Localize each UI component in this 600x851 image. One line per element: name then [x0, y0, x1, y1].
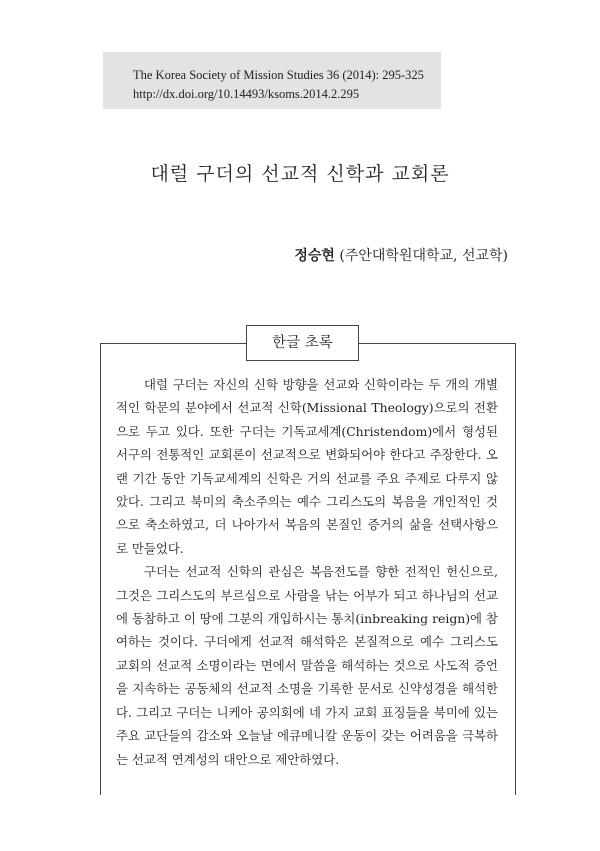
- abstract-body: [116, 373, 498, 771]
- abstract-label: 한글 초록: [246, 325, 359, 361]
- abstract-paragraph-1: 대럴 구더는 자신의 신학 방향을 선교와 신학이라는 두 개의 개별적인 학문의 분야에서 선교적 신학(Missional Theology)으로의 전환으로 두고 있다. 또한 구더는 기독교세계(Christendom)에서 형성된 서구의 전통적인 교회론이 선교적으로 변화되어야 한다고 주장한다. 오랜 기간 동안 기독교세계의 신학은 거의 선교를 주요 주제로 다루지 않았다. 그리고 북미의 축소주의는 예수 그리스도의 복음을 개인적인 것으로 축소하였고, 더 나아가서 복음의 본질인 증거의 삶을 선택사항으로 만들었다.: [116, 377, 498, 556]
- author-affiliation: (주안대학원대학교, 선교학): [339, 248, 508, 264]
- journal-header-box: [103, 52, 441, 109]
- journal-citation: The Korea Society of Mission Studies 36 (2014): 295-325: [133, 68, 424, 82]
- abstract-paragraph-2: 구더는 선교적 신학의 관심은 복음전도를 향한 전적인 헌신으로, 그것은 그리스도의 부르심으로 사람을 낚는 어부가 되고 하나님의 선교에 동참하고 이 땅에 그분의 개입하시는 통치(inbreaking reign)에 참여하는 것이다. 구더에게 선교적 해석학은 본질적으로 예수 그리스도 교회의 선교적 소명이라는 면에서 말씀을 해석하는 것으로 사도적 증언을 지속하는 공동체의 선교적 소명을 기록한 문서로 신약성경을 해석한다. 그리고 구더는 니케아 공의회에 네 가지 교회 표징들을 북미에 있는 주요 교단들의 감소와 오늘날 에큐메니칼 운동이 갖는 어려움을 극복하는 선교적 연계성의 대안으로 제안하였다.: [116, 564, 498, 767]
- author-name: 정승현: [294, 248, 335, 264]
- doi-link: http://dx.doi.org/10.14493/ksoms.2014.2.295: [133, 87, 360, 101]
- author-line: [294, 245, 508, 265]
- paper-title: 대럴 구더의 선교적 신학과 교회론: [150, 163, 450, 185]
